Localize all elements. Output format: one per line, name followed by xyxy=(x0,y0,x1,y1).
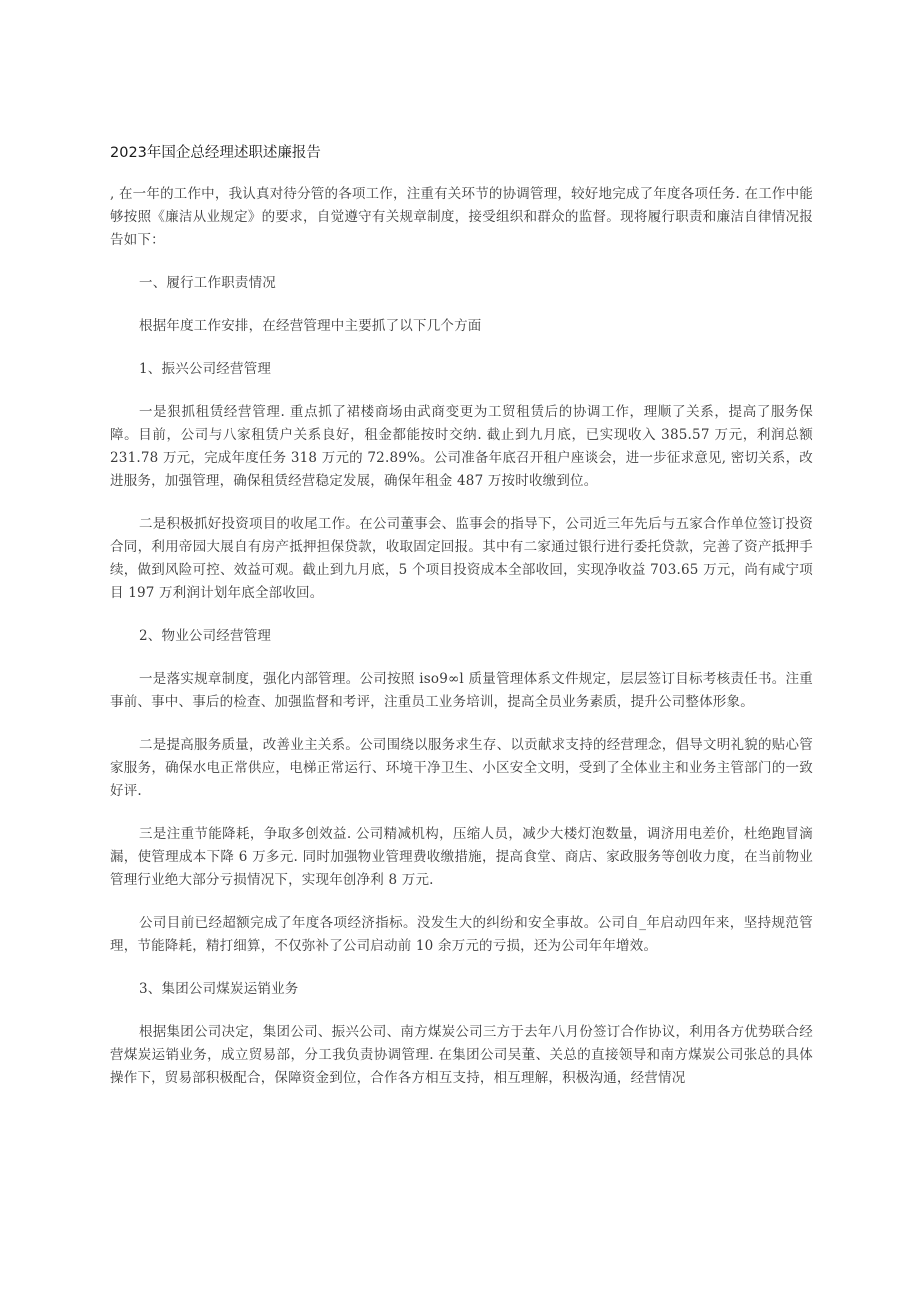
intro-paragraph: , 在一年的工作中，我认真对待分管的各项工作，注重有关环节的协调管理，较好地完成了年度各项任务. 在工作中能够按照《廉洁从业规定》的要求，自觉遵守有关规章制度，接受组织和群众的监督。现将履行职责和廉洁自律情况报告如下： xyxy=(110,186,813,248)
section-1-heading: 一、履行工作职责情况 xyxy=(139,275,276,291)
item-3-heading: 3、集团公司煤炭运销业务 xyxy=(139,981,299,997)
item-3-paragraph-1: 根据集团公司决定，集团公司、振兴公司、南方煤炭公司三方于去年八月份签订合作协议，利用各方优势联合经营煤炭运销业务，成立贸易部，分工我负责协调管理. 在集团公司吴董、关总的直接领导和南方煤炭公司张总的具体操作下，贸易部积极配合，保障资金到位，合作各方相互支持，相互理解，积极沟通，经营情况 xyxy=(110,1024,813,1086)
document-title: 2023年国企总经理述职述廉报告 xyxy=(110,145,321,161)
item-2-paragraph-3: 三是注重节能降耗，争取多创效益. 公司精减机构，压缩人员，减少大楼灯泡数量，调济用电差价，杜绝跑冒滴漏，使管理成本下降 6 万多元. 同时加强物业管理费收缴措施，提高食堂、商店、家政服务等创收力度，在当前物业管理行业绝大部分亏损情况下，实现年创净利 8 万元. xyxy=(110,826,813,888)
item-1-heading: 1、振兴公司经营管理 xyxy=(139,361,272,377)
item-2-paragraph-4: 公司目前已经超额完成了年度各项经济指标。没发生大的纠纷和安全事故。公司自_年启动四年来，坚持规范管理，节能降耗，精打细算，不仅弥补了公司启动前 10 余万元的亏损，还为公司年年增效。 xyxy=(110,915,813,954)
item-2-paragraph-1: 一是落实规章制度，强化内部管理。公司按照 iso9∞l 质量管理体系文件规定，层层签订目标考核责任书。注重事前、事中、事后的检查、加强监督和考评，注重员工业务培训，提高全员业务素质，提升公司整体形象。 xyxy=(110,671,813,710)
document-page xyxy=(110,140,813,1110)
item-1-paragraph-1: 一是狠抓租赁经营管理. 重点抓了裙楼商场由武商变更为工贸租赁后的协调工作，理顺了关系，提高了服务保障。目前，公司与八家租赁户关系良好，租金都能按时交纳. 截止到九月底，已实现收入 385.57 万元，利润总额 231.78 万元，完成年度任务 318 万元的 72.89%。公司准备年底召开租户座谈会，进一步征求意见, 密切关系，改进服务，加强管理，确保租赁经营稳定发展，确保年租金 487 万按时收缴到位。 xyxy=(110,404,813,489)
item-2-paragraph-2: 二是提高服务质量，改善业主关系。公司围绕以服务求生存、以贡献求支持的经营理念，倡导文明礼貌的贴心管家服务，确保水电正常供应，电梯正常运行、环境干净卫生、小区安全文明，受到了全体业主和业务主管部门的一致好评. xyxy=(110,737,813,799)
item-2-heading: 2、物业公司经营管理 xyxy=(139,628,272,644)
item-1-paragraph-2: 二是积极抓好投资项目的收尾工作。在公司董事会、监事会的指导下，公司近三年先后与五家合作单位签订投资合同，利用帝园大展自有房产抵押担保贷款，收取固定回报。其中有二家通过银行进行委托贷款，完善了资产抵押手续，做到风险可控、效益可观。截止到九月底，5 个项目投资成本全部收回，实现净收益 703.65 万元，尚有咸宁项目 197 万利润计划年底全部收回。 xyxy=(110,516,813,601)
section-1-lead: 根据年度工作安排，在经营管理中主要抓了以下几个方面 xyxy=(139,318,482,334)
